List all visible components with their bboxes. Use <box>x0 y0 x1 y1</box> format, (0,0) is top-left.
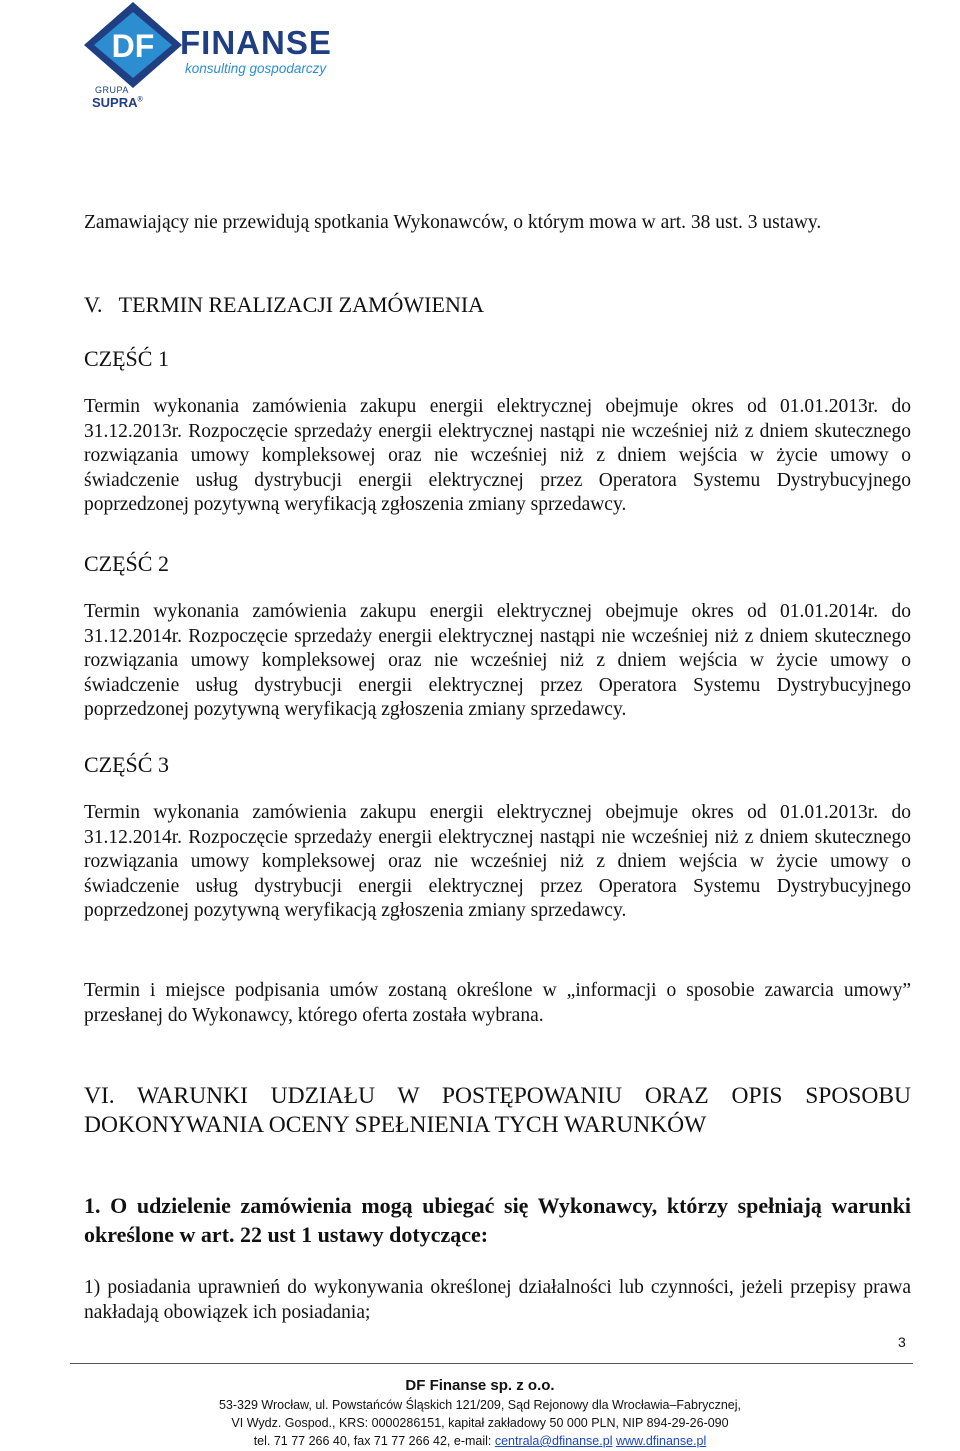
section-5 <box>84 292 911 318</box>
footer-address: 53-329 Wrocław, ul. Powstańców Śląskich 121/209, Sąd Rejonowy dla Wrocławia–Fabrycznej, <box>218 1398 742 1412</box>
footer-phone-fax: tel. 71 77 266 40, fax 71 77 266 42, e-mail: <box>253 1434 495 1448</box>
part-2-body <box>84 600 911 723</box>
df-diamond-logo-icon <box>78 0 188 95</box>
part-1-body <box>84 395 911 518</box>
part-3-label: CZĘŚĆ 3 <box>84 752 169 777</box>
footer-website-link[interactable]: www.dfinanse.pl <box>615 1434 707 1448</box>
footer-registry: VI Wydz. Gospod., KRS: 0000286151, kapitał zakładowy 50 000 PLN, NIP 894-29-26-090 <box>231 1416 729 1430</box>
part-2-label: CZĘŚĆ 2 <box>84 551 169 576</box>
group-name: SUPRA® <box>92 95 143 110</box>
brand-subtitle: konsulting gospodarczy <box>185 61 327 76</box>
intro-paragraph: Zamawiający nie przewidują spotkania Wykonawców, o którym mowa w art. 38 ust. 3 ustawy. <box>84 212 822 233</box>
part-2-text: Termin wykonania zamówienia zakupu energii elektrycznej obejmuje okres od 01.01.2014r. do 31.12.2014r. Rozpoczęcie sprzedaży energii elektrycznej nastąpi nie wcześniej niż z dniem skutecznego rozwiązania umowy kompleksowej oraz nie wcześniej niż z dniem wejścia w życie umowy o świadczenie usług dystrybucji energii elektrycznej przez Operatora Systemu Dystrybucyjnego poprzedzonej pozytywną weryfikacją zgłoszenia zmiany sprzedawcy. <box>84 601 911 720</box>
part-1-text: Termin wykonania zamówienia zakupu energii elektrycznej obejmuje okres od 01.01.2013r. do 31.12.2013r. Rozpoczęcie sprzedaży energii elektrycznej nastąpi nie wcześniej niż z dniem skutecznego rozwiązania umowy kompleksowej oraz nie wcześniej niż z dniem wejścia w życie umowy o świadczenie usług dystrybucji energii elektrycznej przez Operatora Systemu Dystrybucyjnego poprzedzonej pozytywną weryfikacją zgłoszenia zmiany sprzedawcy. <box>84 396 911 515</box>
part-3 <box>84 752 911 778</box>
footer-email-link[interactable]: centrala@dfinanse.pl <box>494 1434 613 1448</box>
part-1 <box>84 346 911 372</box>
section-6 <box>84 1082 911 1139</box>
signing-note-block <box>84 979 911 1028</box>
group-label: GRUPA <box>95 85 129 95</box>
signing-note: Termin i miejsce podpisania umów zostaną określone w „informacji o sposobie zawarcia umowy” przesłanej do Wykonawcy, którego oferta została wybrana. <box>84 980 911 1026</box>
footer-divider <box>70 1363 913 1364</box>
section-5-title: V. TERMIN REALIZACJI ZAMÓWIENIA <box>84 292 485 317</box>
footer <box>0 1376 960 1450</box>
intro-block <box>84 211 911 236</box>
logo-initials: DF <box>111 28 155 64</box>
section-6-subpoint-1 <box>84 1276 911 1325</box>
section-6-title: VI. WARUNKI UDZIAŁU W POSTĘPOWANIU ORAZ OPIS SPOSOBU DOKONYWANIA OCENY SPEŁNIENIA TYCH WARUNKÓW <box>84 1083 911 1138</box>
point-1-heading: 1. O udzielenie zamówienia mogą ubiegać się Wykonawcy, którzy spełniają warunki określone w art. 22 ust 1 ustawy dotyczące: <box>84 1193 911 1247</box>
brand-name: FINANSE <box>180 24 332 61</box>
page-number: 3 <box>898 1334 906 1350</box>
footer-company: DF Finanse sp. z o.o. <box>405 1377 555 1394</box>
part-3-body <box>84 801 911 924</box>
part-2 <box>84 551 911 577</box>
section-6-point-1 <box>84 1192 911 1249</box>
part-1-label: CZĘŚĆ 1 <box>84 346 169 371</box>
subpoint-1-text: 1) posiadania uprawnień do wykonywania określonej działalności lub czynności, jeżeli przepisy prawa nakładają obowiązek ich posiadania; <box>84 1277 911 1323</box>
footer-contact <box>0 1432 960 1450</box>
part-3-text: Termin wykonania zamówienia zakupu energii elektrycznej obejmuje okres od 01.01.2013r. do 31.12.2014r. Rozpoczęcie sprzedaży energii elektrycznej nastąpi nie wcześniej niż z dniem skutecznego rozwiązania umowy kompleksowej oraz nie wcześniej niż z dniem wejścia w życie umowy o świadczenie usług dystrybucji energii elektrycznej przez Operatora Systemu Dystrybucyjnego poprzedzonej pozytywną weryfikacją zgłoszenia zmiany sprzedawcy. <box>84 802 911 921</box>
